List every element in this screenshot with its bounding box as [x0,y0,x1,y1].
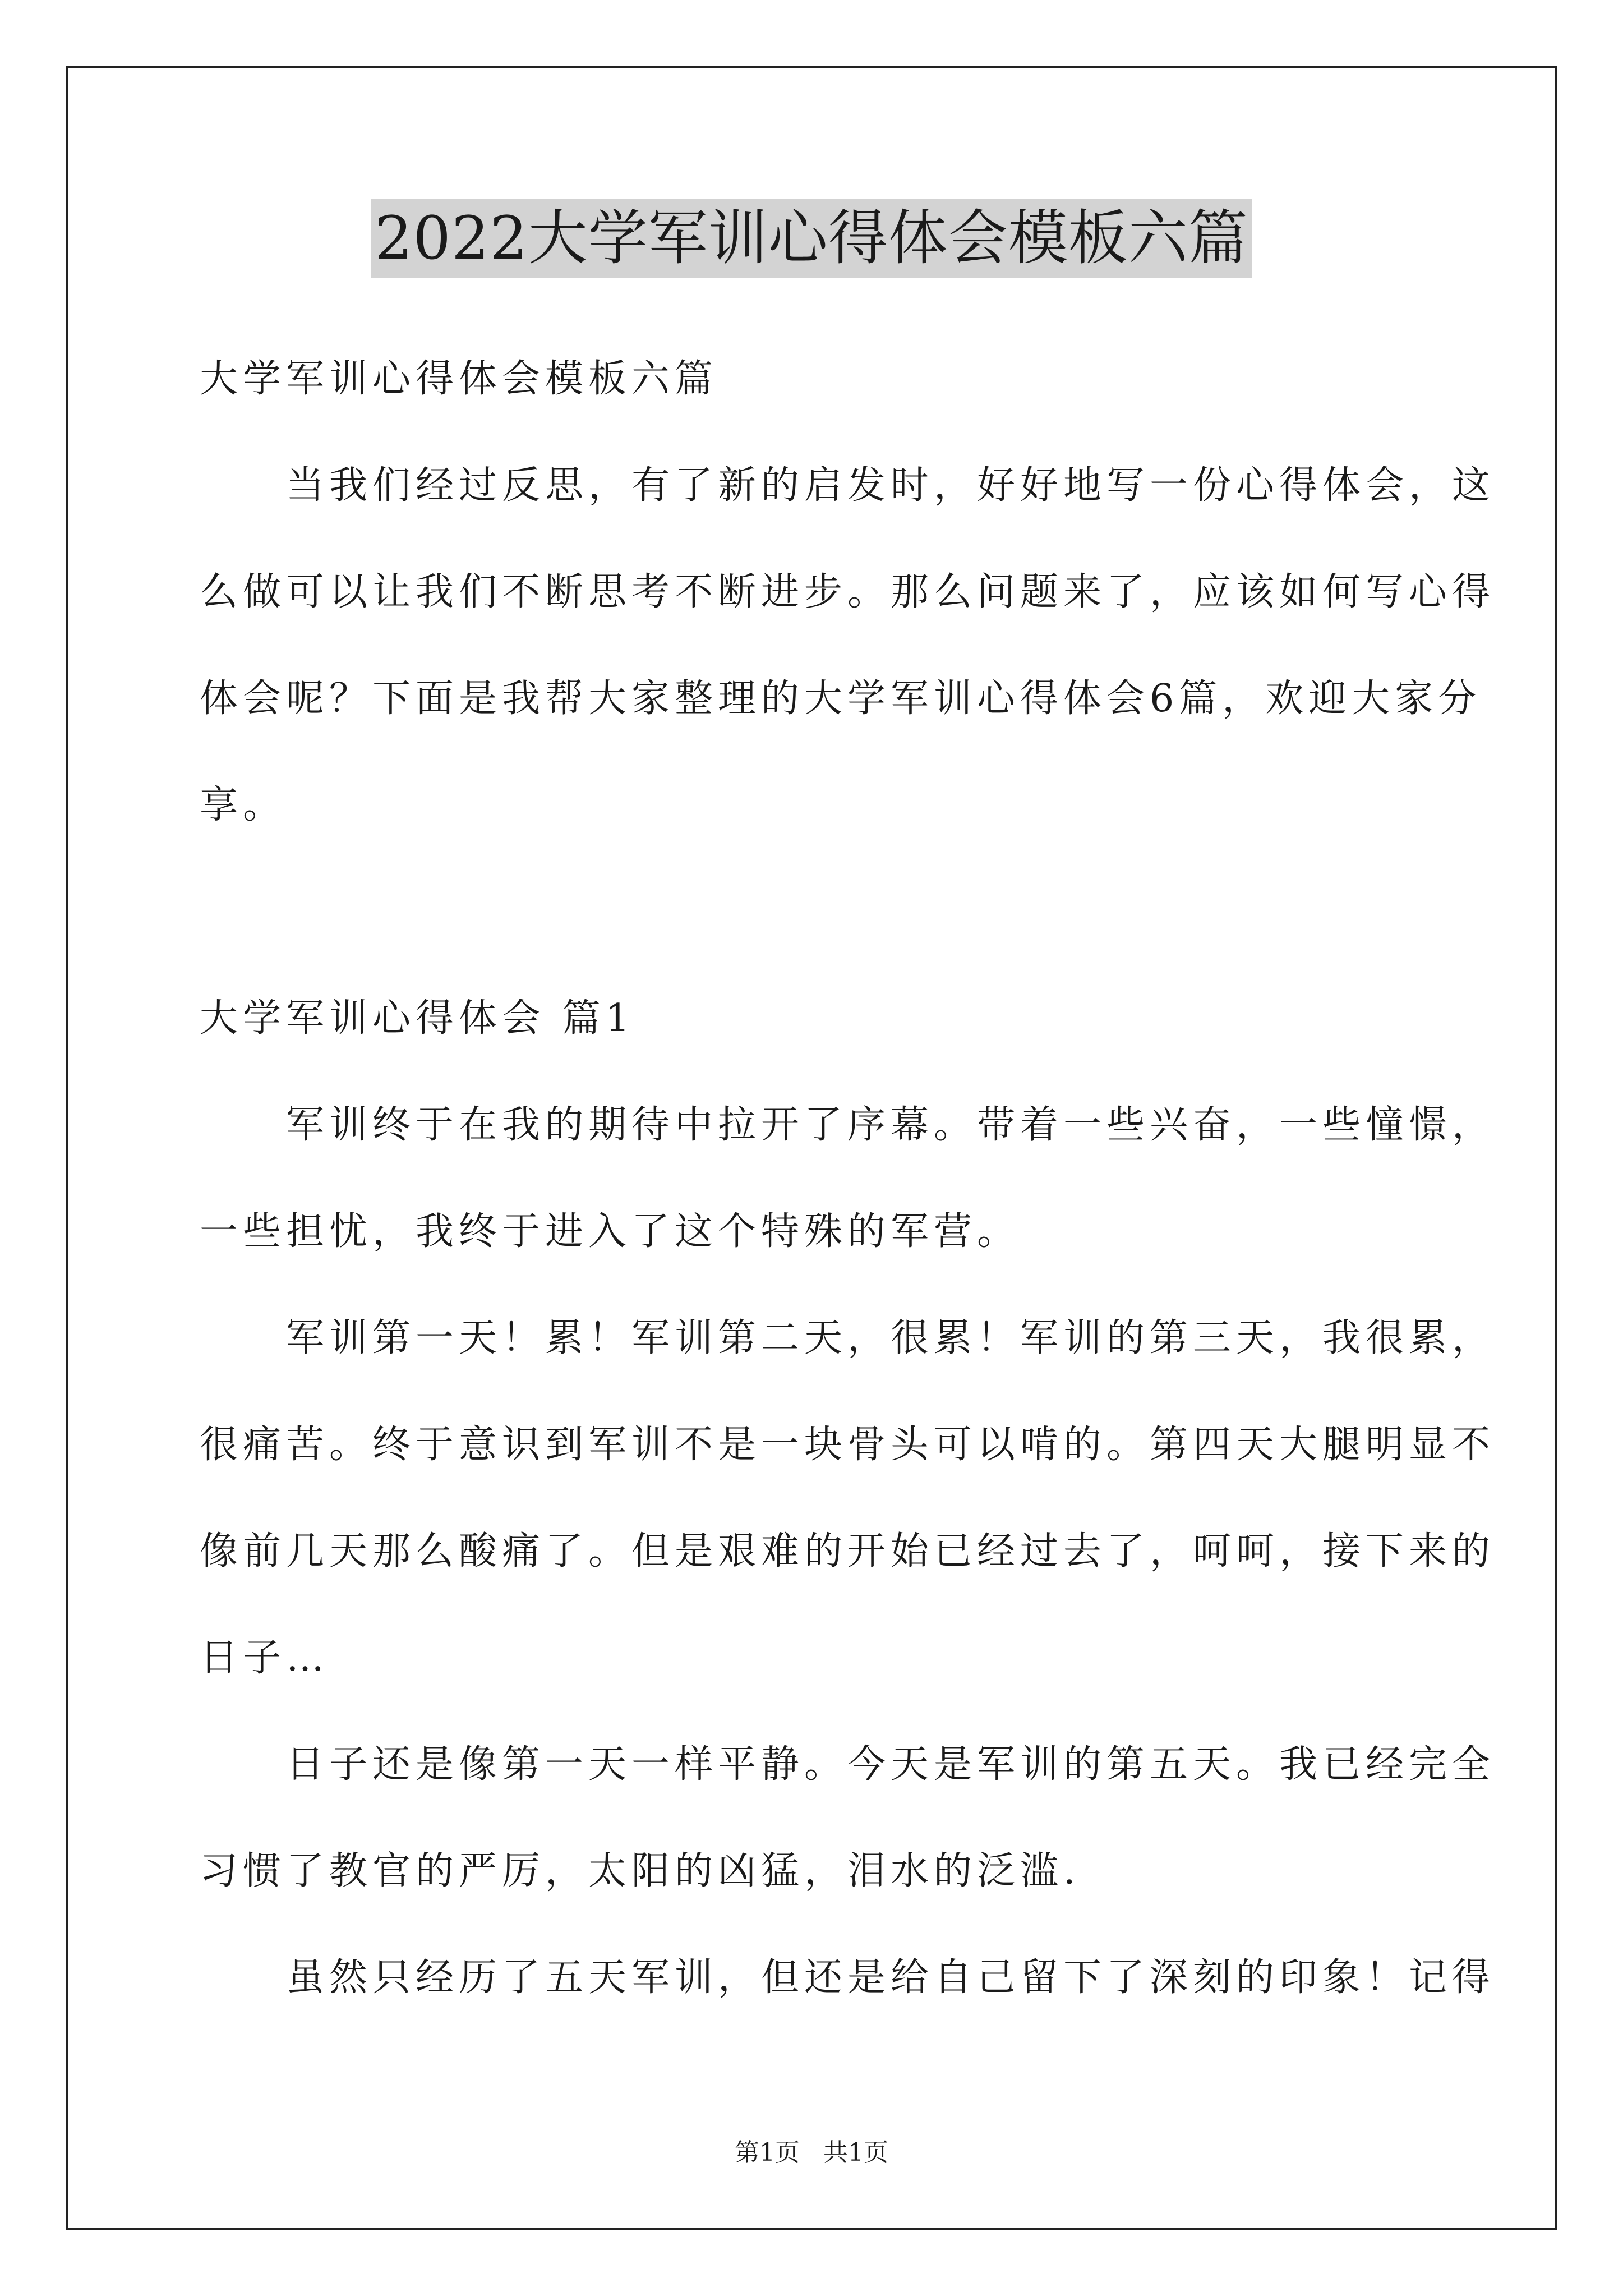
body-line: 军训第一天！累！军训第二天，很累！军训的第三天，我很累， [200,1316,1496,1360]
intro-line: 当我们经过反思，有了新的启发时，好好地写一份心得体会，这 [200,463,1496,508]
body-line: 虽然只经历了五天军训，但还是给自己留下了深刻的印象！记得 [200,1955,1496,2000]
body-line: 日子… [200,1636,330,1680]
document-title: 2022大学军训心得体会模板六篇 [371,199,1252,278]
section-heading: 大学军训心得体会 篇1 [200,996,635,1041]
page-footer: 第1页 共1页 [735,2138,888,2167]
intro-line: 么做可以让我们不断思考不断进步。那么问题来了，应该如何写心得 [200,570,1496,614]
body-line: 日子还是像第一天一样平静。今天是军训的第五天。我已经完全 [200,1742,1496,1787]
body-line: 一些担忧，我终于进入了这个特殊的军营。 [200,1209,1021,1254]
body-line: 像前几天那么酸痛了。但是艰难的开始已经过去了，呵呵，接下来的 [200,1529,1496,1573]
body-line: 军训终于在我的期待中拉开了序幕。带着一些兴奋，一些憧憬， [200,1103,1496,1147]
title-container [0,199,1623,278]
body-line: 习惯了教官的严厉，太阳的凶猛，泪水的泛滥. [200,1849,1081,1893]
document-subtitle: 大学军训心得体会模板六篇 [200,357,718,401]
intro-line: 享。 [200,783,287,827]
intro-line: 体会呢？下面是我帮大家整理的大学军训心得体会6篇，欢迎大家分 [200,677,1482,721]
body-line: 很痛苦。终于意识到军训不是一块骨头可以啃的。第四天大腿明显不 [200,1423,1496,1467]
